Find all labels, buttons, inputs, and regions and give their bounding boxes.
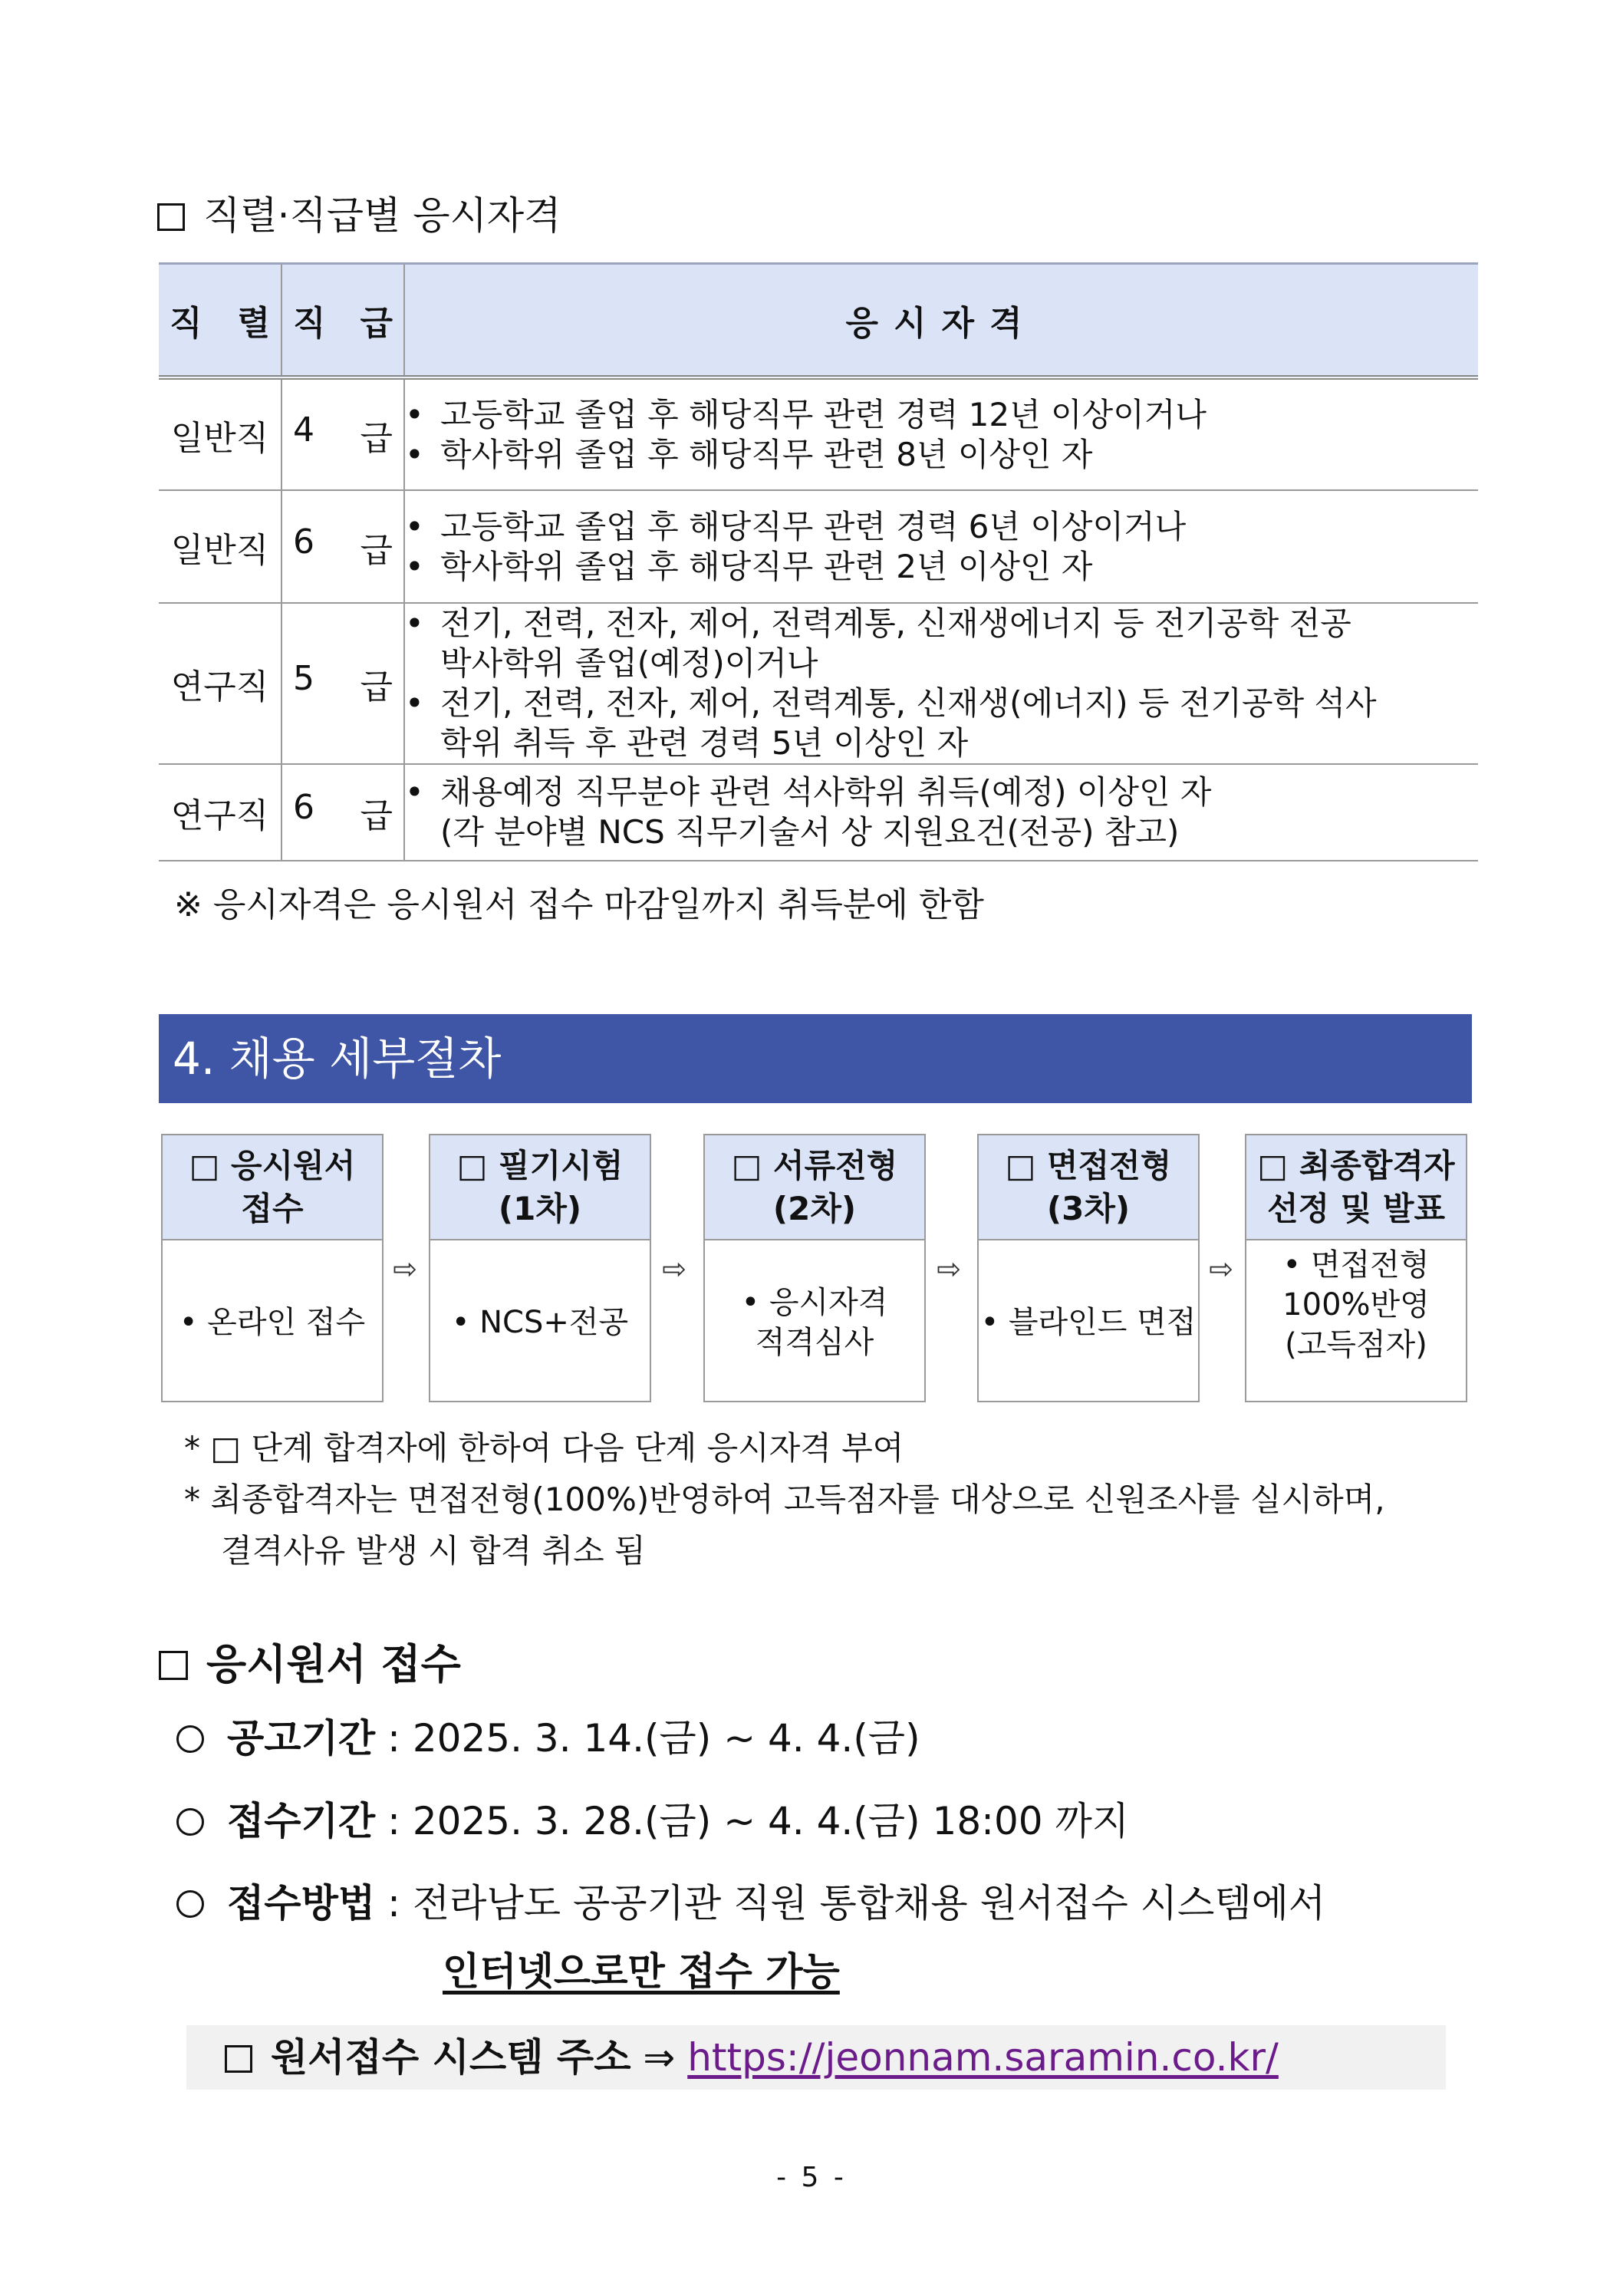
step-body: • 면접전형 100%반영 (고득점자) [1282,1247,1430,1362]
step-final-selection [1245,1134,1467,1402]
receipt-method-item: 접수방법 : 전라남도 공공기관 직원 통합채용 원서접수 시스템에서 [176,1873,1325,1934]
table-row [159,764,1478,861]
system-url-link[interactable]: https://jeonnam.saramin.co.kr/ [687,2035,1279,2080]
cell-qualification: • 고등학교 졸업 후 해당직무 관련 경력 6년 이상이거나 • 학사학위 졸업 후 해당직무 관련 2년 이상인 자 [404,490,1478,603]
circle-icon [176,1890,204,1918]
checkbox-square-icon [157,203,185,231]
cell-qualification: • 채용예정 직무분야 관련 석사학위 취득(예정) 이상인 자 (각 분야별 NCS 직무기술서 상 지원요건(전공) 참고) [404,764,1478,861]
circle-icon [176,1725,204,1753]
application-title: 응시원서 접수 [159,1634,461,1695]
qualification-table [159,262,1478,861]
step-header: □ 필기시험 (1차) [430,1135,650,1240]
arrow-icon: ⇨ [662,1252,686,1286]
right-arrow-icon: ⇒ [643,2035,676,2080]
step-header: □ 최종합격자 선정 및 발표 [1246,1135,1466,1240]
circle-icon [176,1808,204,1836]
section-banner: 4. 채용 세부절차 [159,1014,1472,1103]
step-header: □ 면접전형 (3차) [979,1135,1198,1240]
cell-series: 연구직 [159,603,281,764]
table-note: ※ 응시자격은 응시원서 접수 마감일까지 취득분에 한함 [174,885,984,924]
checkbox-square-icon [159,1651,188,1680]
header-series: 직 렬 [159,264,281,378]
header-grade: 직 급 [281,264,404,378]
cell-qualification: • 고등학교 졸업 후 해당직무 관련 경력 12년 이상이거나 • 학사학위 졸업 후 해당직무 관련 8년 이상인 자 [404,377,1478,490]
step-application [161,1134,384,1402]
step-body: • 블라인드 면접 [980,1304,1197,1340]
step-body: • NCS+전공 [451,1304,629,1340]
table-header-row [159,264,1478,378]
notice-period-item: 공고기간 : 2025. 3. 14.(금) ~ 4. 4.(금) [176,1708,920,1769]
arrow-icon: ⇨ [393,1252,417,1286]
cell-grade: 6 급 [281,490,404,603]
cell-series: 연구직 [159,764,281,861]
section-title: 직렬·직급별 응시자격 [157,186,561,245]
arrow-icon: ⇨ [1209,1252,1233,1286]
table-row [159,490,1478,603]
step-note: 결격사유 발생 시 합격 취소 됨 [221,1532,646,1570]
step-header: □ 응시원서 접수 [163,1135,382,1240]
checkbox-square-icon [225,2045,252,2073]
step-header: □ 서류전형 (2차) [705,1135,924,1240]
step-note: * 최종합격자는 면접전형(100%)반영하여 고득점자를 대상으로 신원조사를 실시하며, [184,1481,1385,1518]
cell-series: 일반직 [159,490,281,603]
internet-only-note: 인터넷으로만 접수 가능 [443,1949,840,1994]
cell-grade: 5 급 [281,603,404,764]
page-number: - 5 - [776,2162,847,2193]
step-interview [977,1134,1200,1402]
step-note: * □ 단계 합격자에 한하여 다음 단계 응시자격 부여 [184,1429,904,1467]
arrow-icon: ⇨ [937,1252,961,1286]
table-row [159,377,1478,490]
step-body: • 응시자격 적격심사 [741,1284,888,1360]
cell-grade: 4 급 [281,377,404,490]
receipt-period-item: 접수기간 : 2025. 3. 28.(금) ~ 4. 4.(금) 18:00 까지 [176,1790,1129,1852]
cell-series: 일반직 [159,377,281,490]
step-body: • 온라인 접수 [179,1304,366,1340]
cell-qualification: • 전기, 전력, 전자, 제어, 전력계통, 신재생에너지 등 전기공학 전공 박사학위 졸업(예정)이거나 • 전기, 전력, 전자, 제어, 전력계통, 신재생(에너지) 등 전기공학 석사 학위 취득 후 관련 경력 5년 이상인 자 [404,603,1478,764]
step-written-exam [429,1134,651,1402]
step-document-screening [703,1134,926,1402]
table-row [159,603,1478,764]
header-qualification: 응시자격 [404,264,1478,378]
cell-grade: 6 급 [281,764,404,861]
system-address-box: 원서접수 시스템 주소 ⇒ https://jeonnam.saramin.co.kr/ [186,2025,1446,2090]
